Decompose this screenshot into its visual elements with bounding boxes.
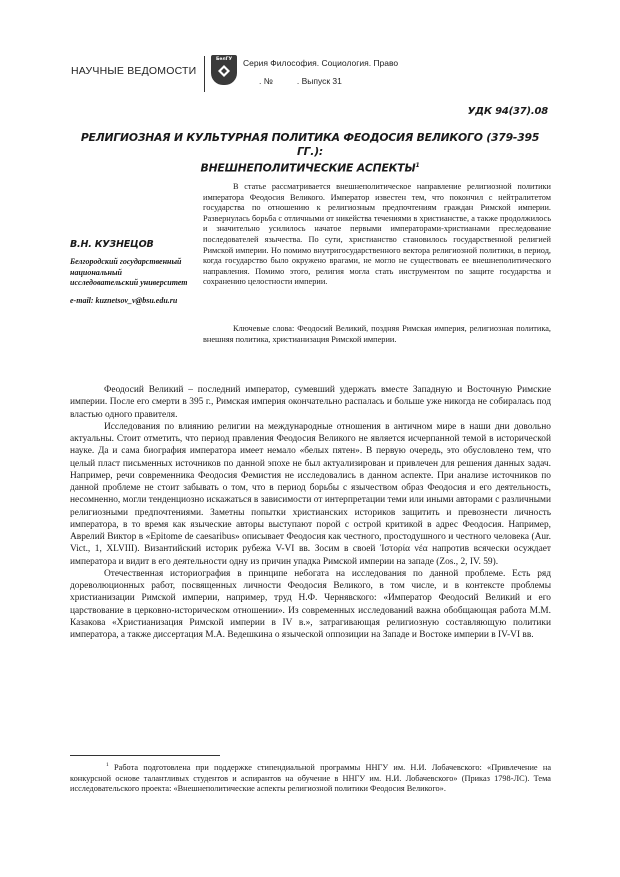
abstract: В статье рассматривается внешнеполитическое направление религиозной политики императора Феодосия Великого. Император известен тем, что покончил с нейтралитетом государства по отношению к религиозным предпочтениям граждан Римской империи. Развернулась борьба с отличными от никейства течениями в христианстве, а также продолжилось и значительно усилилось начатое первыми императорами-христианами преследование последователей язычества. По сути, христианство становилось государственной религией Римской империи. Но помимо внутригосударственного вектора религиозной политики, в период, когда государство было окружено врагами, не могло не существовать ее внешнеполитического направления. Помимо этого, религия могла стать инструментом по защите государства и сохранению целостности империи.: [203, 182, 551, 287]
body-paragraph-1: Феодосий Великий – последний император, сумевший удержать вместе Западную и Восточную Римские империи. После его смерти в 395 г., Римская империя окончательно распалась и больше уже никогда не собиралась под властью одного правителя.: [70, 385, 551, 420]
author-name: В.Н. КУЗНЕЦОВ: [70, 239, 154, 250]
article-body: [70, 384, 551, 641]
university-emblem-icon: [211, 55, 237, 85]
emblem-mark-icon: [218, 65, 230, 77]
footnote: [70, 760, 551, 795]
author-affiliation: Белгородский государственный национальный исследовательский университет: [70, 257, 188, 287]
footnote-text: Работа подготовлена при поддержке стипендиальной программы ННГУ им. Н.И. Лобачевского: «Привлечение на конкурсной основе талантливых студентов и аспирантов на обучение в ННГУ им. Н.И. Лобачевского» (Приказ 1798-ЛС). Тема исследовательского проекта: «Внешнеполитические аспекты религиозной политики Феодосия Великого».: [70, 762, 552, 794]
title-line-2: ВНЕШНЕПОЛИТИЧЕСКИЕ АСПЕКТЫ: [200, 161, 416, 175]
series-title: Серия Философия. Социология. Право: [243, 58, 399, 68]
title-footnote-mark[interactable]: 1: [415, 162, 420, 169]
title-line-1: РЕЛИГИОЗНАЯ И КУЛЬТУРНАЯ ПОЛИТИКА ФЕОДОСИЯ ВЕЛИКОГО (379-395 ГГ.):: [80, 131, 540, 158]
body-paragraph-2: Исследования по влиянию религии на международные отношения в античном мире в наши дни довольно актуальны. Стоит отметить, что период правления Феодосия Великого не является исчерпанной темой в исторической науке. Да и сама биография императора имеет немало «белых пятен». В первую очередь, это обусловлено тем, что целый пласт письменных источников по данной эпохе не был актуализирован и привлечен для решения данных задач. Например, речи современника Феодосия Фемистия не исследовались в данном аспекте. При анализе источников по данной проблеме не стоит забывать о том, что в период борьбы с язычеством образ Феодосия и его деятельность, несомненно, могли тенденциозно искажаться в зависимости от интерпретации теми или иными авторами с различными религиозными предпочтениями. Заметны попытки христианских историков защитить и превознести личность императора, в то время как языческие авторы выступают порой с острой критикой в адрес Феодосия. Например, Аврелий Виктор в «Epitome de caesaribus» описывает Феодосия как честного, простодушного и честного человека (Aur. Vict., 1, XLVIII). Византийский историк рубежа V-VI вв. Зосим в своей Ἱστορία νέα напротив всячески осуждает императора и видит в его деятельности одну из причин упадка Римской империи на западе (Zos., 2, IV. 59).: [70, 421, 551, 567]
header-divider: [204, 56, 205, 92]
issue-volume: . Выпуск 31: [296, 76, 342, 86]
article-title: [70, 131, 550, 176]
issue-number: . №: [259, 76, 273, 86]
keywords: Ключевые слова: Феодосий Великий, поздняя Римская империя, религиозная политика, внешняя политика, христианизация Римской империи.: [203, 324, 551, 344]
udk-code: УДК 94(37).08: [467, 106, 548, 117]
author-email[interactable]: e-mail: kuznetsov_v@bsu.edu.ru: [70, 296, 178, 305]
issue-line: [243, 76, 342, 86]
journal-name: НАУЧНЫЕ ВЕДОМОСТИ: [71, 65, 197, 77]
body-paragraph-3: Отечественная историография в принципе небогата на исследования по данной проблеме. Есть ряд дореволюционных работ, посвященных личности Феодосия Великого, в том числе, и в контексте проблемы христианизации Римской империи, например, труд Н.Ф. Чернявского: «Император Феодосий Великий и его царствование в церковно-историческом отношении». Из современных исследований важна обобщающая работа М.М. Казакова «Христианизация Римской империи в IV в.», затрагивающая религиозную составляющую политики императора, а также диссертация М.А. Ведешкина о языческой оппозиции на Западе и Востоке империи в IV-VI вв.: [70, 568, 551, 640]
footnote-mark: 1: [106, 762, 109, 768]
emblem-text: БелГУ: [215, 57, 233, 62]
footnote-divider: [70, 755, 220, 756]
